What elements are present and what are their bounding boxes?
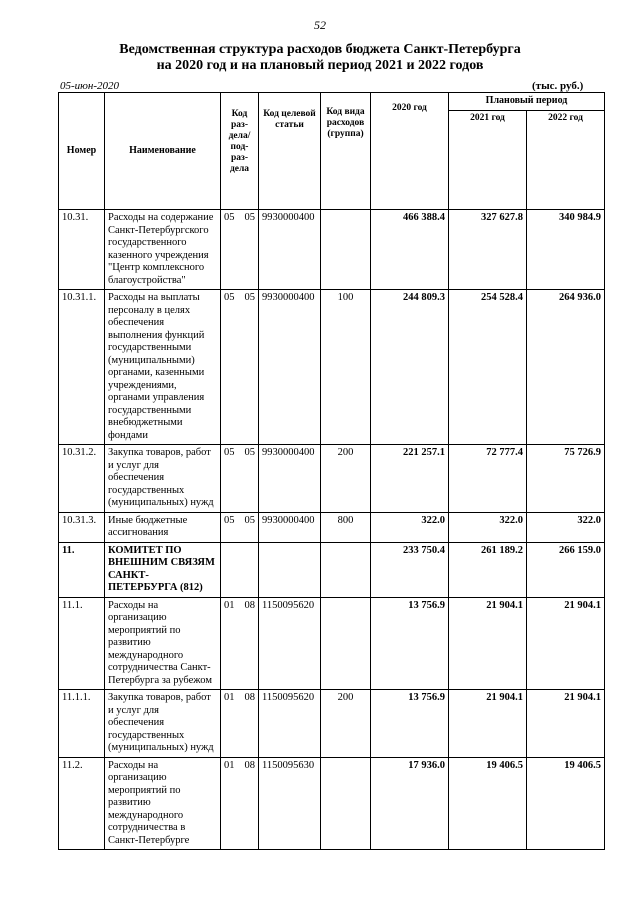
podrazdel-code: 08 [244, 692, 255, 703]
table-row [59, 290, 605, 445]
row-value-2020: 13 756.9 [371, 690, 449, 758]
row-value-2020: 322.0 [371, 512, 449, 542]
title-line-2: на 2020 год и на плановый период 2021 и 2022 годов [156, 58, 484, 73]
row-value-2022: 264 936.0 [527, 290, 605, 445]
row-expense-type: 200 [321, 690, 371, 758]
row-value-2020: 17 936.0 [371, 757, 449, 850]
header-planned-period: Плановый период [449, 93, 605, 111]
podrazdel-code: 05 [244, 514, 255, 526]
header-target: Код целевой статьи [259, 93, 321, 210]
podrazdel-code: 08 [244, 599, 255, 611]
row-number: 11. [59, 542, 105, 597]
razdel-code: 05 [224, 447, 235, 458]
row-number: 10.31. [59, 210, 105, 290]
row-number: 10.31.3. [59, 512, 105, 542]
row-target-code: 9930000400 [259, 210, 321, 290]
header-2022: 2022 год [527, 111, 605, 210]
row-value-2021: 19 406.5 [449, 757, 527, 850]
row-target-code: 1150095620 [259, 690, 321, 758]
header-2020: 2020 год [371, 93, 449, 210]
razdel-code: 05 [224, 292, 235, 303]
row-section-code [221, 597, 259, 690]
row-name: Расходы на организацию мероприятий по развитию международного сотрудничества в Санкт-Петербурге [105, 757, 221, 850]
page-number: 52 [314, 18, 326, 32]
row-value-2021: 254 528.4 [449, 290, 527, 445]
row-value-2022: 340 984.9 [527, 210, 605, 290]
table-row [59, 512, 605, 542]
row-section-code [221, 512, 259, 542]
row-number: 10.31.2. [59, 445, 105, 513]
row-number: 11.1. [59, 597, 105, 690]
row-target-code: 1150095620 [259, 597, 321, 690]
row-value-2022: 21 904.1 [527, 690, 605, 758]
row-name: Расходы на выплаты персоналу в целях обеспечения выполнения функций государственными (муниципальными) органами, казенными учреждениями, органами управления государственными внебюджетными фондами [105, 290, 221, 445]
row-expense-type: 800 [321, 512, 371, 542]
row-section-code [221, 210, 259, 290]
header-name: Наименование [105, 93, 221, 210]
row-target-code: 9930000400 [259, 512, 321, 542]
row-expense-type [321, 757, 371, 850]
row-name: Иные бюджетные ассигнования [105, 512, 221, 542]
table-row [59, 597, 605, 690]
row-value-2021: 21 904.1 [449, 690, 527, 758]
podrazdel-code: 08 [244, 759, 255, 771]
row-name: Расходы на организацию мероприятий по развитию международного сотрудничества Санкт-Петербурга за рубежом [105, 597, 221, 690]
table-row [59, 690, 605, 758]
row-name: Закупка товаров, работ и услуг для обеспечения государственных (муниципальных) нужд [105, 445, 221, 513]
row-number: 11.1.1. [59, 690, 105, 758]
row-value-2022: 75 726.9 [527, 445, 605, 513]
row-value-2020: 233 750.4 [371, 542, 449, 597]
row-value-2021: 327 627.8 [449, 210, 527, 290]
row-target-code: 9930000400 [259, 445, 321, 513]
row-number: 10.31.1. [59, 290, 105, 445]
razdel-code: 01 [224, 692, 235, 703]
row-value-2022: 322.0 [527, 512, 605, 542]
row-value-2020: 13 756.9 [371, 597, 449, 690]
row-name: КОМИТЕТ ПО ВНЕШНИМ СВЯЗЯМ САНКТ-ПЕТЕРБУРГА (812) [105, 542, 221, 597]
header-expense-type: Код вида расходов (группа) [321, 93, 371, 210]
razdel-code: 01 [224, 759, 235, 771]
row-section-code [221, 445, 259, 513]
table-row [59, 757, 605, 850]
header-2021: 2021 год [449, 111, 527, 210]
row-expense-type: 100 [321, 290, 371, 445]
row-section-code [221, 542, 259, 597]
units-label: (тыс. руб.) [532, 80, 584, 92]
row-number: 11.2. [59, 757, 105, 850]
row-section-code [221, 757, 259, 850]
row-target-code: 1150095630 [259, 757, 321, 850]
razdel-code: 05 [224, 514, 235, 526]
row-value-2021: 21 904.1 [449, 597, 527, 690]
row-value-2022: 266 159.0 [527, 542, 605, 597]
row-expense-type [321, 542, 371, 597]
page-title [0, 42, 640, 74]
razdel-code: 01 [224, 599, 235, 611]
row-target-code [259, 542, 321, 597]
row-name: Закупка товаров, работ и услуг для обеспечения государственных (муниципальных) нужд [105, 690, 221, 758]
podrazdel-code: 05 [244, 292, 255, 303]
row-value-2021: 261 189.2 [449, 542, 527, 597]
row-section-code [221, 290, 259, 445]
row-value-2020: 244 809.3 [371, 290, 449, 445]
row-section-code [221, 690, 259, 758]
budget-table [58, 92, 605, 850]
table-row [59, 542, 605, 597]
table-row [59, 445, 605, 513]
row-value-2020: 466 388.4 [371, 210, 449, 290]
row-value-2022: 19 406.5 [527, 757, 605, 850]
row-expense-type: 200 [321, 445, 371, 513]
title-line-1: Ведомственная структура расходов бюджета Санкт-Петербурга [119, 42, 521, 57]
row-value-2021: 72 777.4 [449, 445, 527, 513]
row-expense-type [321, 597, 371, 690]
podrazdel-code: 05 [244, 447, 255, 458]
row-value-2020: 221 257.1 [371, 445, 449, 513]
header-number: Номер [59, 93, 105, 210]
row-value-2021: 322.0 [449, 512, 527, 542]
row-target-code: 9930000400 [259, 290, 321, 445]
podrazdel-code: 05 [244, 212, 255, 223]
row-name: Расходы на содержание Санкт-Петербургского государственного казенного учреждения "Центр комплексного благоустройства" [105, 210, 221, 290]
row-value-2022: 21 904.1 [527, 597, 605, 690]
table-row [59, 210, 605, 290]
row-expense-type [321, 210, 371, 290]
document-date: 05-июн-2020 [60, 80, 120, 92]
razdel-code: 05 [224, 212, 235, 223]
header-section: Код раз- дела/ под- раз- дела [221, 93, 259, 210]
